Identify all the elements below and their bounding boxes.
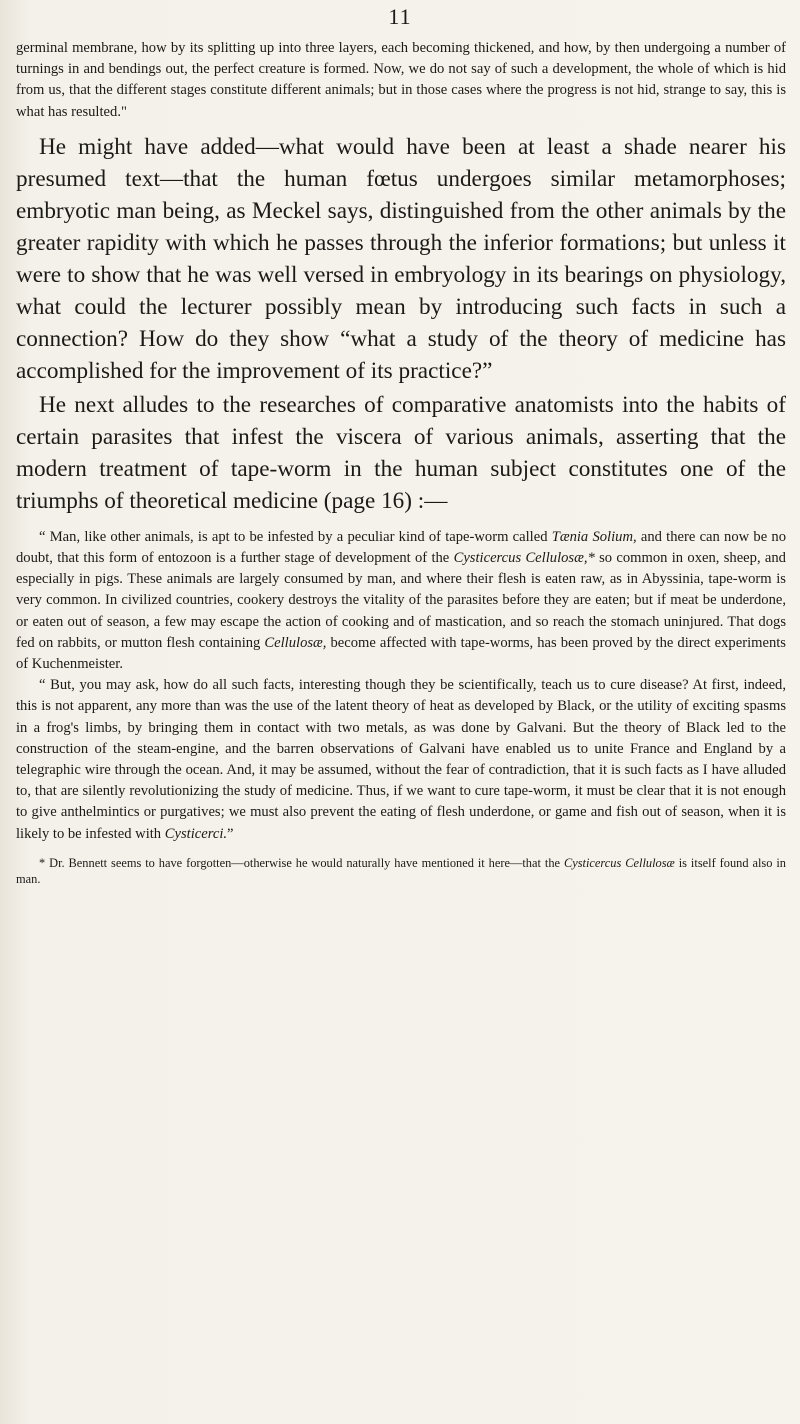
quote1-text-b: and there can now be no doubt, that this form of entozoon is a further stage of development of the: [16, 528, 786, 567]
page-number: 11: [388, 4, 412, 29]
footnote-cysticercus: Cysticercus Cellulosæ: [563, 855, 675, 870]
quote1-text-d: become affected with tape-worms, has been proved by the direct experiments of Kuchenmeister.: [16, 634, 786, 673]
footnote-text-b: is itself found also in man.: [16, 855, 787, 886]
body-paragraph-2: He next alludes to the researches of comparative anatomists into the habits of certain parasites that infest the viscera of various animals, asserting that the modern treatment of tape-worm in the human subject constitutes one of the triumphs of theoretical medicine (page 16) :—: [16, 391, 786, 514]
quote-paragraph-2: [16, 675, 786, 845]
body-paragraph-1: He might have added—what would have been at least a shade nearer his presumed text—that the human fœtus undergoes similar metamorphoses; embryotic man being, as Meckel says, distinguished from the other animals by the greater rapidity with which he passes through the inferior formations; but unless it were to show that he was well versed in embryology in its bearings on physiology, what could the lecturer possibly mean by introducing such facts in such a connection? How do they show “what a study of the theory of medicine has accomplished for the improvement of its practice?”: [16, 133, 786, 384]
quote2-cysticerci: Cysticerci.: [164, 825, 228, 842]
quote1-taenia-solium: Tænia Solium,: [551, 528, 637, 545]
quote1-cellulosae: Cellulosæ,: [264, 634, 327, 651]
page-content: [16, 38, 786, 887]
quote2-text-b: ”: [227, 825, 234, 842]
quote1-text-a: “ Man, like other animals, is apt to be infested by a peculiar kind of tape-worm called: [39, 528, 552, 545]
quote1-text-c: so common in oxen, sheep, and especially in pigs. These animals are largely consumed by man, and where their flesh is eaten raw, as in Abyssinia, tape-worm is very common. In civilized countries, cookery destroys the vitality of the parasites before they are eaten; but if meat be underdone, or eaten out of season, a few may escape the action of cooking and of mastication, and so reach the stomach uninjured. That dogs fed on rabbits, or mutton flesh containing: [16, 550, 786, 651]
footnote-text-a: * Dr. Bennett seems to have forgotten—otherwise he would naturally have mentioned it here—that the: [39, 855, 564, 870]
quote1-cysticercus: Cysticercus Cellulosæ,*: [453, 550, 595, 567]
quote-paragraph-1: [16, 527, 786, 675]
footnote: [16, 855, 786, 887]
quote2-text-a: “ But, you may ask, how do all such facts, interesting though they be scientifically, teach us to cure disease? At first, indeed, this is not apparent, any more than was the use of the latent theory of heat as developed by Black, or the utility of exciting spasms in a frog's limbs, by bringing them in contact with two metals, as was done by Galvani. But the theory of Black led to the construction of the steam-engine, and the barren observations of Galvani have enabled us to unite France and England by a telegraphic wire through the ocean. And, it may be assumed, without the fear of contradiction, that it is such facts as I have alluded to, that are silently revolutionizing the study of medicine. Thus, if we want to cure tape-worm, it must be clear that it is not enough to give anthelmintics or purgatives; we must also prevent the eating of flesh underdone, or game and fish out of season, when it is likely to be infested with: [16, 677, 786, 842]
opening-quote-paragraph: germinal membrane, how by its splitting up into three layers, each becoming thickened, and how, by then undergoing a number of turnings in and bendings out, the perfect creature is formed. Now, we do not say of such a development, the whole of which is hid from us, that the different stages constitute different animals; but in those cases where the progress is not hid, strange to say, this is what has resulted.": [16, 40, 786, 120]
